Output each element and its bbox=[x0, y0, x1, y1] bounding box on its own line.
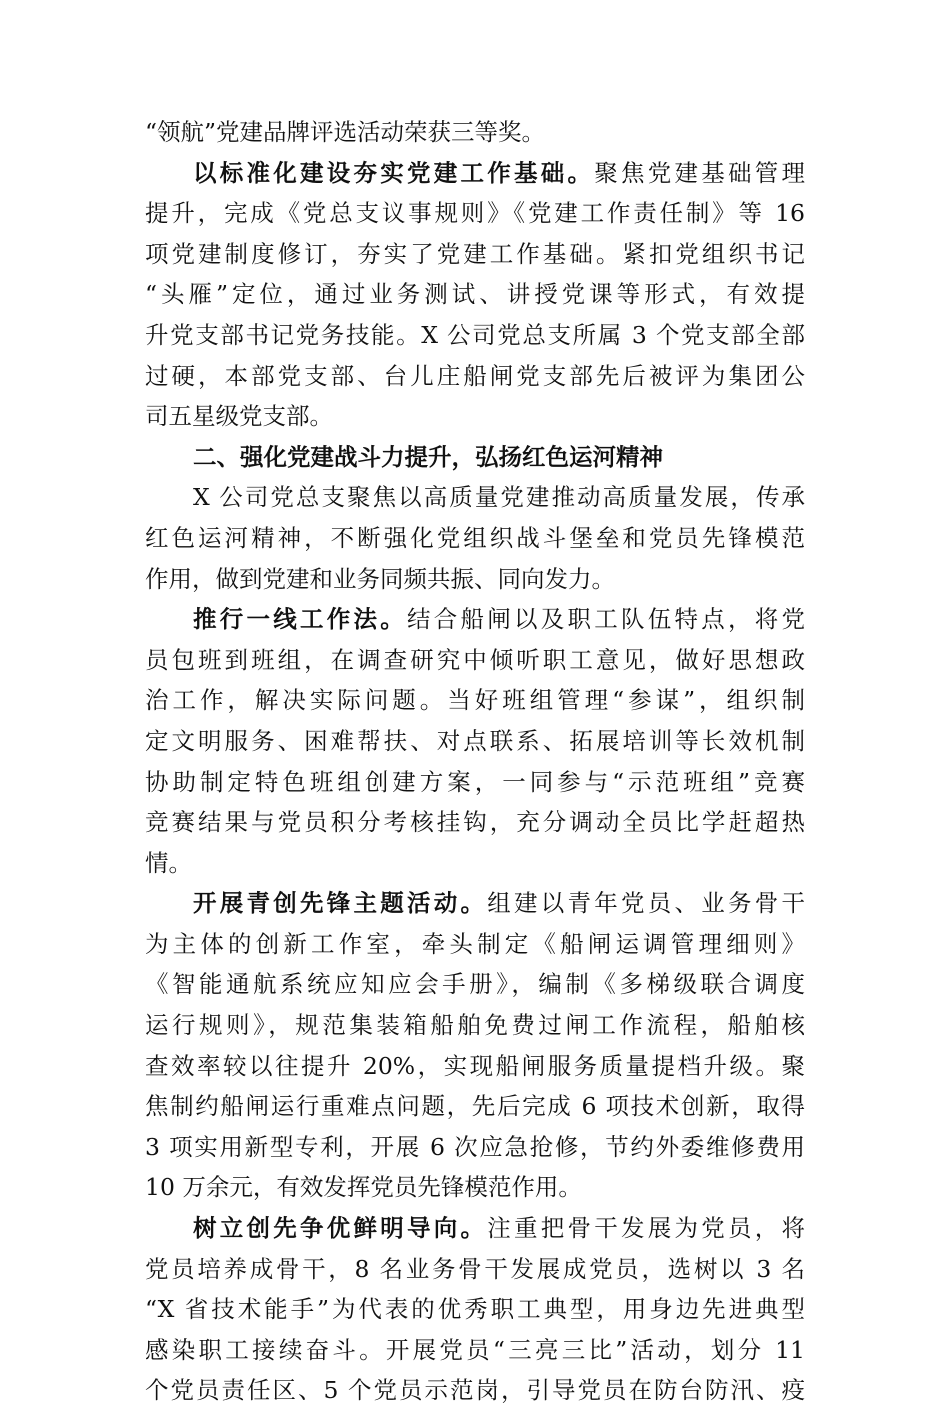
paragraph-lead-bold: 以标准化建设夯实党建工作基础。 bbox=[193, 158, 595, 187]
text-line: X 公司党总支聚焦以高质量党建推动高质量发展，传承 bbox=[193, 483, 805, 512]
text-run: 组建以青年党员、业务骨干 bbox=[487, 889, 805, 918]
text-line: 3 项实用新型专利，开展 6 次应急抢修，节约外委维修费用 bbox=[145, 1132, 805, 1161]
text-line: 红色运河精神，不断强化党组织战斗堡垒和党员先锋模范 bbox=[145, 523, 805, 552]
text-line: 项党建制度修订，夯实了党建工作基础。紧扣党组织书记 bbox=[145, 239, 805, 268]
paragraph-first-line bbox=[145, 883, 805, 924]
text-line: 情。 bbox=[145, 848, 192, 877]
text-line: 定文明服务、困难帮扶、对点联系、拓展培训等长效机制 bbox=[145, 726, 805, 755]
text-run: 聚焦党建基础管理 bbox=[594, 158, 805, 187]
text-line: 10 万余元，有效发挥党员先锋模范作用。 bbox=[145, 1173, 582, 1202]
text-run: 结合船闸以及职工队伍特点，将党 bbox=[407, 605, 805, 634]
text-line: “X 省技术能手”为代表的优秀职工典型，用身边先进典型 bbox=[145, 1295, 805, 1324]
text-line: “领航”党建品牌评选活动荣获三等奖。 bbox=[145, 118, 546, 146]
text-line: 治工作，解决实际问题。当好班组管理“参谋”，组织制 bbox=[145, 686, 805, 715]
paragraph-lead-bold: 树立创先争优鲜明导向。 bbox=[193, 1214, 488, 1243]
text-line: 焦制约船闸运行重难点问题，先后完成 6 项技术创新，取得 bbox=[145, 1092, 805, 1121]
text-line: 升党支部书记党务技能。X 公司党总支所属 3 个党支部全部 bbox=[145, 320, 805, 349]
text-line: 提升，完成《党总支议事规则》《党建工作责任制》等 16 bbox=[145, 199, 805, 228]
text-line: 竞赛结果与党员积分考核挂钩，充分调动全员比学赶超热 bbox=[145, 808, 805, 837]
text-line: 作用，做到党建和业务同频共振、同向发力。 bbox=[145, 564, 615, 593]
paragraph-first-line bbox=[145, 153, 805, 194]
text-line: 个党员责任区、5 个党员示范岗，引导党员在防台防汛、疫 bbox=[145, 1376, 805, 1405]
paragraph-first-line bbox=[145, 1208, 805, 1249]
paragraph-lead-bold: 开展青创先锋主题活动。 bbox=[193, 889, 488, 918]
text-line: 感染职工接续奋斗。开展党员“三亮三比”活动，划分 11 bbox=[145, 1335, 805, 1364]
document-page bbox=[145, 112, 805, 1411]
text-run: 注重把骨干发展为党员，将 bbox=[487, 1214, 805, 1243]
paragraph-first-line bbox=[145, 599, 805, 640]
text-line: 党员培养成骨干，8 名业务骨干发展成党员，选树以 3 名 bbox=[145, 1254, 805, 1283]
text-line: 过硬，本部党支部、台儿庄船闸党支部先后被评为集团公 bbox=[145, 361, 805, 390]
text-line: 查效率较以往提升 20%，实现船闸服务质量提档升级。聚 bbox=[145, 1051, 805, 1080]
text-line: 协助制定特色班组创建方案，一同参与“示范班组”竞赛 bbox=[145, 767, 805, 796]
text-line: 司五星级党支部。 bbox=[145, 402, 333, 431]
text-line: 运行规则》，规范集装箱船舶免费过闸工作流程，船舶核 bbox=[145, 1011, 805, 1040]
text-line: “头雁”定位，通过业务测试、讲授党课等形式，有效提 bbox=[145, 280, 805, 309]
text-line: 为主体的创新工作室，牵头制定《船闸运调管理细则》 bbox=[145, 929, 805, 958]
text-line: 员包班到班组，在调查研究中倾听职工意见，做好思想政 bbox=[145, 645, 805, 674]
section-heading: 二、强化党建战斗力提升，弘扬红色运河精神 bbox=[193, 442, 663, 471]
text-line: 《智能通航系统应知应会手册》，编制《多梯级联合调度 bbox=[145, 970, 805, 999]
paragraph-lead-bold: 推行一线工作法。 bbox=[193, 605, 407, 634]
